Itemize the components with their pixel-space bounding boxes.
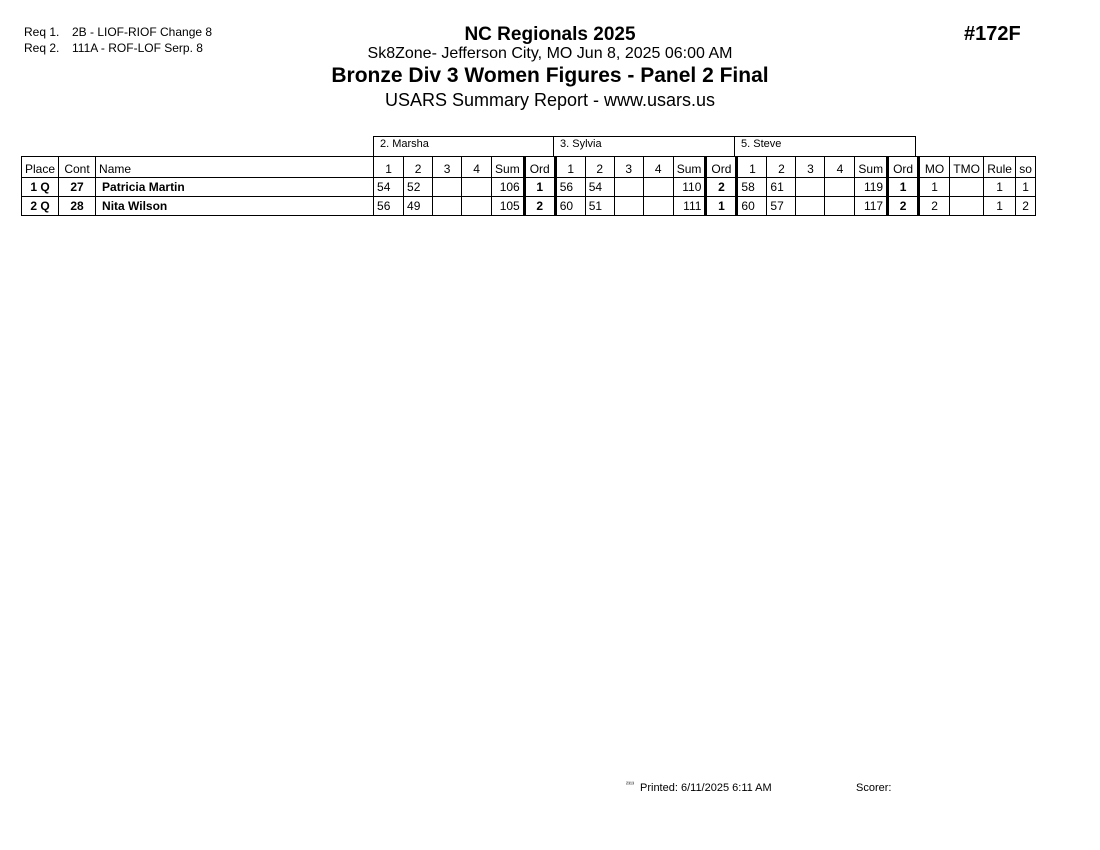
requirement-text: 2B - LIOF-RIOF Change 8 bbox=[72, 25, 213, 39]
col-score-4: 4 bbox=[643, 157, 673, 178]
col-ord: Ord bbox=[888, 157, 919, 178]
report-title: USARS Summary Report - www.usars.us bbox=[384, 90, 716, 110]
score-cell bbox=[433, 178, 462, 197]
requirement-number: Req 1. bbox=[24, 25, 60, 39]
col-score-1: 1 bbox=[737, 157, 767, 178]
col-place: Place bbox=[22, 157, 59, 178]
place-cell: 2 Q bbox=[22, 197, 59, 216]
score-cell bbox=[796, 178, 825, 197]
score-cell bbox=[825, 197, 855, 216]
event-number: #172F bbox=[964, 23, 1021, 45]
score-cell: 56 bbox=[555, 178, 585, 197]
sum-cell: 110 bbox=[673, 178, 706, 197]
mo-cell: 1 bbox=[919, 178, 950, 197]
score-cell: 57 bbox=[767, 197, 796, 216]
venue-line: Sk8Zone- Jefferson City, MO Jun 8, 2025 06:00 AM bbox=[367, 45, 733, 62]
col-ord: Ord bbox=[706, 157, 737, 178]
sum-cell: 119 bbox=[855, 178, 888, 197]
mo-cell: 2 bbox=[919, 197, 950, 216]
requirement-text: 111A - ROF-LOF Serp. 8 bbox=[72, 41, 203, 55]
cont-cell: 27 bbox=[59, 178, 96, 197]
score-cell: 58 bbox=[737, 178, 767, 197]
score-cell: 51 bbox=[585, 197, 614, 216]
col-score-3: 3 bbox=[796, 157, 825, 178]
score-cell bbox=[643, 197, 673, 216]
ord-cell: 1 bbox=[888, 178, 919, 197]
score-cell: 60 bbox=[555, 197, 585, 216]
table-row bbox=[22, 178, 1036, 197]
score-cell bbox=[462, 197, 492, 216]
sum-cell: 106 bbox=[492, 178, 525, 197]
score-cell: 49 bbox=[404, 197, 433, 216]
score-cell bbox=[825, 178, 855, 197]
tmo-cell bbox=[950, 178, 984, 197]
ord-cell: 2 bbox=[706, 178, 737, 197]
results-table bbox=[21, 156, 1036, 216]
printed-timestamp: Printed: 6/11/2025 6:11 AM bbox=[640, 782, 772, 794]
judge-header-sylvia: 3. Sylvia bbox=[553, 136, 735, 156]
requirement-number: Req 2. bbox=[24, 41, 60, 55]
rule-cell: 1 bbox=[984, 178, 1016, 197]
score-cell bbox=[643, 178, 673, 197]
score-cell: 60 bbox=[737, 197, 767, 216]
tmo-cell bbox=[950, 197, 984, 216]
cont-cell: 28 bbox=[59, 197, 96, 216]
sum-cell: 111 bbox=[673, 197, 706, 216]
ord-cell: 1 bbox=[524, 178, 555, 197]
so-cell: 2 bbox=[1016, 197, 1036, 216]
report-code: ²³¹³ bbox=[626, 782, 634, 788]
col-rule: Rule bbox=[984, 157, 1016, 178]
so-cell: 1 bbox=[1016, 178, 1036, 197]
col-mo: MO bbox=[919, 157, 950, 178]
event-title: Bronze Div 3 Women Figures - Panel 2 Final bbox=[331, 64, 769, 87]
col-sum: Sum bbox=[492, 157, 525, 178]
col-score-3: 3 bbox=[614, 157, 643, 178]
rule-cell: 1 bbox=[984, 197, 1016, 216]
col-score-4: 4 bbox=[462, 157, 492, 178]
table-row bbox=[22, 197, 1036, 216]
score-cell bbox=[433, 197, 462, 216]
col-score-2: 2 bbox=[404, 157, 433, 178]
score-cell bbox=[614, 197, 643, 216]
col-sum: Sum bbox=[673, 157, 706, 178]
judge-header-marsha: 2. Marsha bbox=[373, 136, 554, 156]
ord-cell: 1 bbox=[706, 197, 737, 216]
score-cell: 61 bbox=[767, 178, 796, 197]
score-cell: 54 bbox=[374, 178, 404, 197]
sum-cell: 117 bbox=[855, 197, 888, 216]
col-sum: Sum bbox=[855, 157, 888, 178]
score-cell: 54 bbox=[585, 178, 614, 197]
col-score-4: 4 bbox=[825, 157, 855, 178]
col-score-1: 1 bbox=[374, 157, 404, 178]
skater-name: Nita Wilson bbox=[96, 197, 374, 216]
score-cell bbox=[614, 178, 643, 197]
ord-cell: 2 bbox=[888, 197, 919, 216]
col-ord: Ord bbox=[524, 157, 555, 178]
col-tmo: TMO bbox=[950, 157, 984, 178]
printed-line bbox=[626, 782, 772, 794]
scorer-label: Scorer: bbox=[856, 782, 892, 794]
col-cont: Cont bbox=[59, 157, 96, 178]
col-score-2: 2 bbox=[585, 157, 614, 178]
sum-cell: 105 bbox=[492, 197, 525, 216]
score-cell: 56 bbox=[374, 197, 404, 216]
col-name: Name bbox=[96, 157, 374, 178]
col-score-2: 2 bbox=[767, 157, 796, 178]
ord-cell: 2 bbox=[524, 197, 555, 216]
judge-header-steve: 5. Steve bbox=[734, 136, 916, 156]
table-header-row bbox=[22, 157, 1036, 178]
place-cell: 1 Q bbox=[22, 178, 59, 197]
score-cell bbox=[796, 197, 825, 216]
skater-name: Patricia Martin bbox=[96, 178, 374, 197]
score-cell bbox=[462, 178, 492, 197]
score-cell: 52 bbox=[404, 178, 433, 197]
competition-title: NC Regionals 2025 bbox=[464, 24, 636, 45]
col-score-1: 1 bbox=[555, 157, 585, 178]
col-score-3: 3 bbox=[433, 157, 462, 178]
col-so: so bbox=[1016, 157, 1036, 178]
